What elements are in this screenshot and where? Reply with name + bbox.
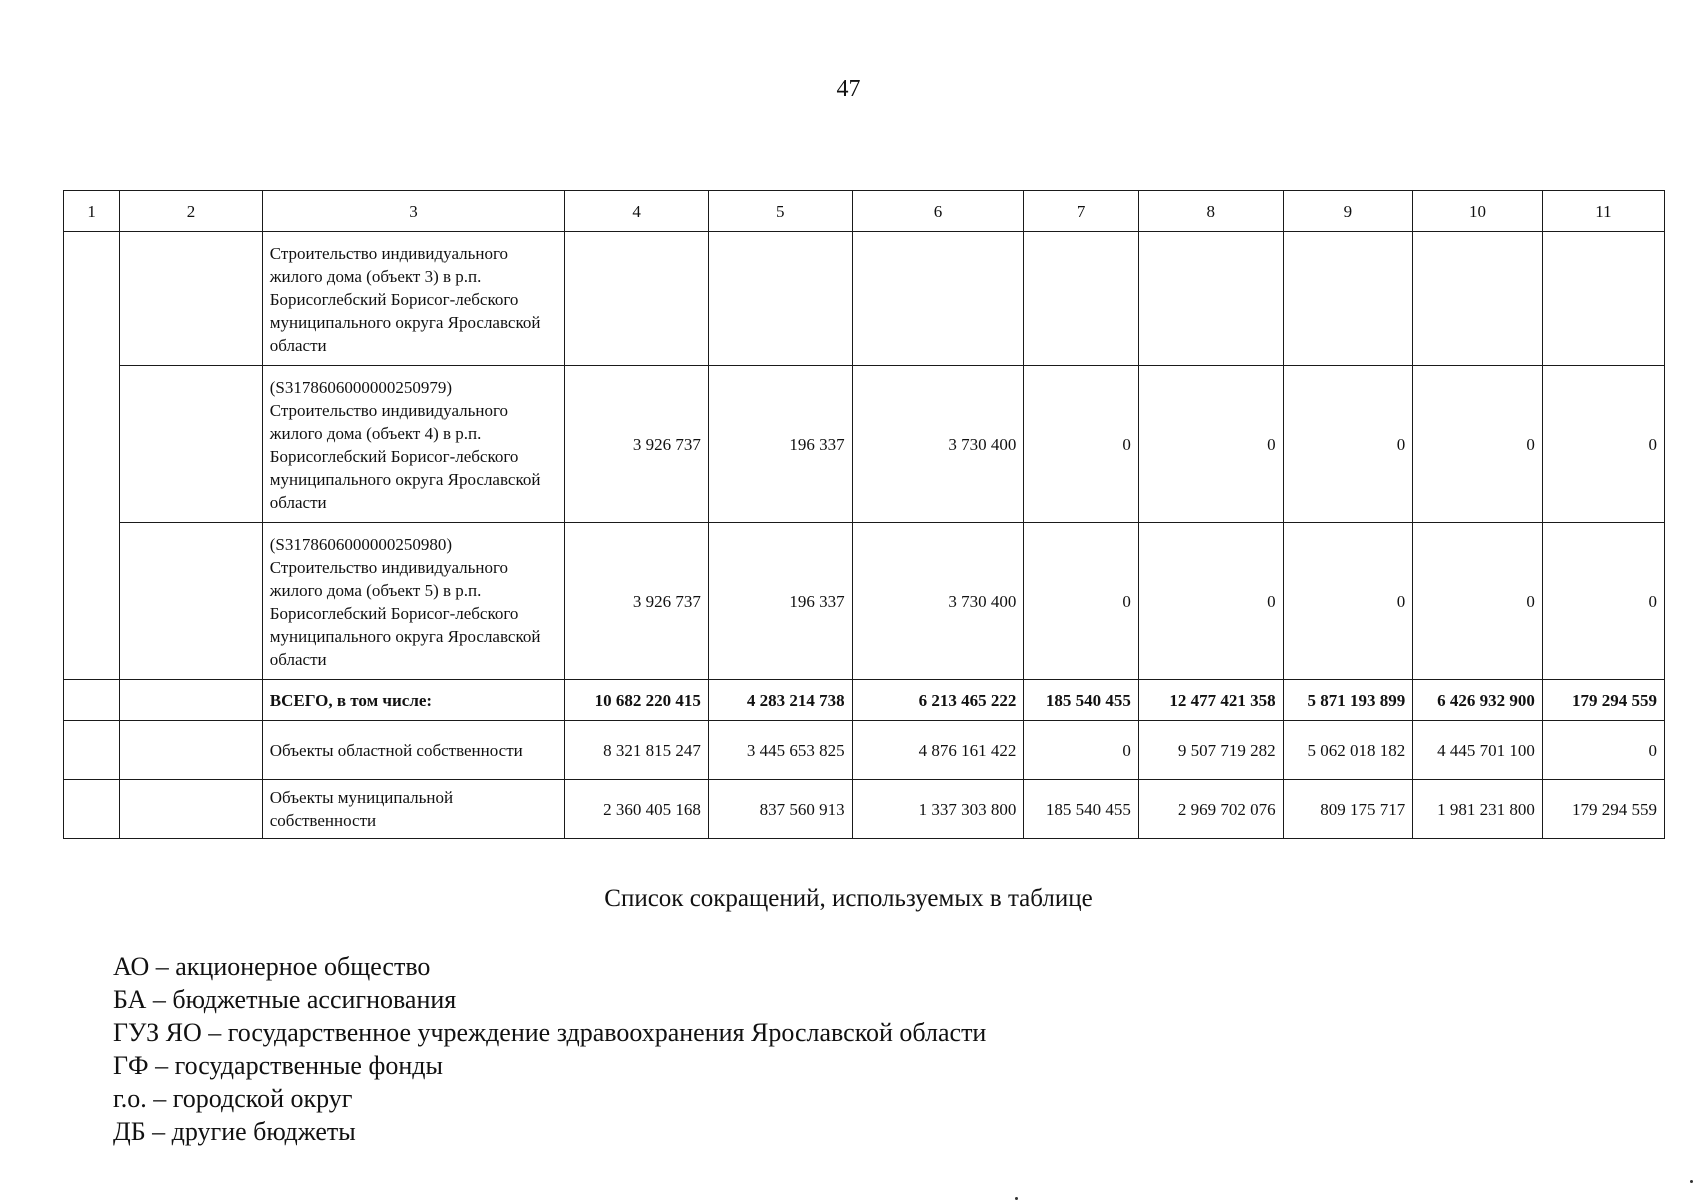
total-label-cell: ВСЕГО, в том числе:: [262, 680, 564, 721]
value-cell: 3 926 737: [565, 523, 709, 680]
value-cell: [1024, 232, 1139, 366]
table-row-total: [64, 680, 1665, 721]
value-cell: 0: [1542, 721, 1664, 780]
header-cell: 8: [1138, 191, 1283, 232]
object-name-cell: Объекты областной собственности: [262, 721, 564, 780]
value-cell: 3 445 653 825: [708, 721, 852, 780]
row-code-cell: [120, 523, 263, 680]
value-cell: 0: [1413, 366, 1543, 523]
object-name-cell: Объекты муниципальной собственности: [262, 780, 564, 839]
value-cell: 3 730 400: [852, 366, 1024, 523]
object-name-cell: (S3178606000000250980) Строительство индивидуального жилого дома (объект 5) в р.п. Борисоглебский Борисог-лебского муниципального округа Ярославской области: [262, 523, 564, 680]
value-cell: 196 337: [708, 366, 852, 523]
abbreviation-item: ГФ – государственные фонды: [113, 1051, 443, 1080]
row-code-cell: [120, 366, 263, 523]
header-cell: 3: [262, 191, 564, 232]
header-cell: 7: [1024, 191, 1139, 232]
budget-table: [63, 190, 1665, 839]
value-cell: 3 730 400: [852, 523, 1024, 680]
value-cell: 179 294 559: [1542, 780, 1664, 839]
header-cell: 1: [64, 191, 120, 232]
page-number: 47: [836, 76, 861, 102]
value-cell: 6 426 932 900: [1413, 680, 1543, 721]
row-code-cell: [120, 232, 263, 366]
abbreviation-item: АО – акционерное общество: [113, 952, 431, 981]
value-cell: 0: [1024, 523, 1139, 680]
scan-speck: [1690, 1180, 1693, 1183]
value-cell: 0: [1024, 721, 1139, 780]
value-cell: 4 876 161 422: [852, 721, 1024, 780]
value-cell: 0: [1283, 366, 1413, 523]
value-cell: [1413, 232, 1543, 366]
header-cell: 5: [708, 191, 852, 232]
value-cell: 12 477 421 358: [1138, 680, 1283, 721]
value-cell: [1542, 232, 1664, 366]
abbreviations-title: Список сокращений, используемых в таблице: [604, 885, 1093, 912]
value-cell: 0: [1138, 523, 1283, 680]
table-row: [64, 523, 1665, 680]
row-number-cell: [64, 232, 120, 680]
value-cell: 1 337 303 800: [852, 780, 1024, 839]
object-name-cell: (S3178606000000250979) Строительство индивидуального жилого дома (объект 4) в р.п. Борисоглебский Борисог-лебского муниципального округа Ярославской области: [262, 366, 564, 523]
value-cell: 0: [1283, 523, 1413, 680]
value-cell: 0: [1542, 523, 1664, 680]
row-number-cell: [64, 680, 120, 721]
value-cell: 4 445 701 100: [1413, 721, 1543, 780]
value-cell: 0: [1413, 523, 1543, 680]
table-row: [64, 232, 1665, 366]
header-cell: 9: [1283, 191, 1413, 232]
abbreviation-item: ДБ – другие бюджеты: [113, 1117, 356, 1146]
value-cell: 1 981 231 800: [1413, 780, 1543, 839]
value-cell: 809 175 717: [1283, 780, 1413, 839]
value-cell: [565, 232, 709, 366]
value-cell: 10 682 220 415: [565, 680, 709, 721]
value-cell: 0: [1024, 366, 1139, 523]
value-cell: 5 062 018 182: [1283, 721, 1413, 780]
row-code-cell: [120, 780, 263, 839]
value-cell: 179 294 559: [1542, 680, 1664, 721]
value-cell: 6 213 465 222: [852, 680, 1024, 721]
value-cell: 4 283 214 738: [708, 680, 852, 721]
value-cell: [1138, 232, 1283, 366]
value-cell: 837 560 913: [708, 780, 852, 839]
header-cell: 4: [565, 191, 709, 232]
value-cell: 2 360 405 168: [565, 780, 709, 839]
header-cell: 10: [1413, 191, 1543, 232]
value-cell: 0: [1138, 366, 1283, 523]
value-cell: [1283, 232, 1413, 366]
row-number-cell: [64, 780, 120, 839]
header-cell: 2: [120, 191, 263, 232]
object-name-cell: Строительство индивидуального жилого дома (объект 3) в р.п. Борисоглебский Борисог-лебского муниципального округа Ярославской области: [262, 232, 564, 366]
value-cell: 185 540 455: [1024, 780, 1139, 839]
abbreviation-item: ГУЗ ЯО – государственное учреждение здравоохранения Ярославской области: [113, 1018, 987, 1047]
header-cell: 6: [852, 191, 1024, 232]
value-cell: 8 321 815 247: [565, 721, 709, 780]
value-cell: 9 507 719 282: [1138, 721, 1283, 780]
row-code-cell: [120, 721, 263, 780]
value-cell: [708, 232, 852, 366]
abbreviation-item: г.о. – городской округ: [113, 1084, 353, 1113]
value-cell: 3 926 737: [565, 366, 709, 523]
header-cell: 11: [1542, 191, 1664, 232]
table-header-row: [64, 191, 1665, 232]
value-cell: 196 337: [708, 523, 852, 680]
value-cell: [852, 232, 1024, 366]
value-cell: 5 871 193 899: [1283, 680, 1413, 721]
table-row: [64, 366, 1665, 523]
value-cell: 0: [1542, 366, 1664, 523]
value-cell: 185 540 455: [1024, 680, 1139, 721]
table-row: [64, 780, 1665, 839]
row-number-cell: [64, 721, 120, 780]
table-row: [64, 721, 1665, 780]
value-cell: 2 969 702 076: [1138, 780, 1283, 839]
abbreviations-list: [113, 950, 986, 1148]
abbreviation-item: БА – бюджетные ассигнования: [113, 985, 457, 1014]
row-code-cell: [120, 680, 263, 721]
